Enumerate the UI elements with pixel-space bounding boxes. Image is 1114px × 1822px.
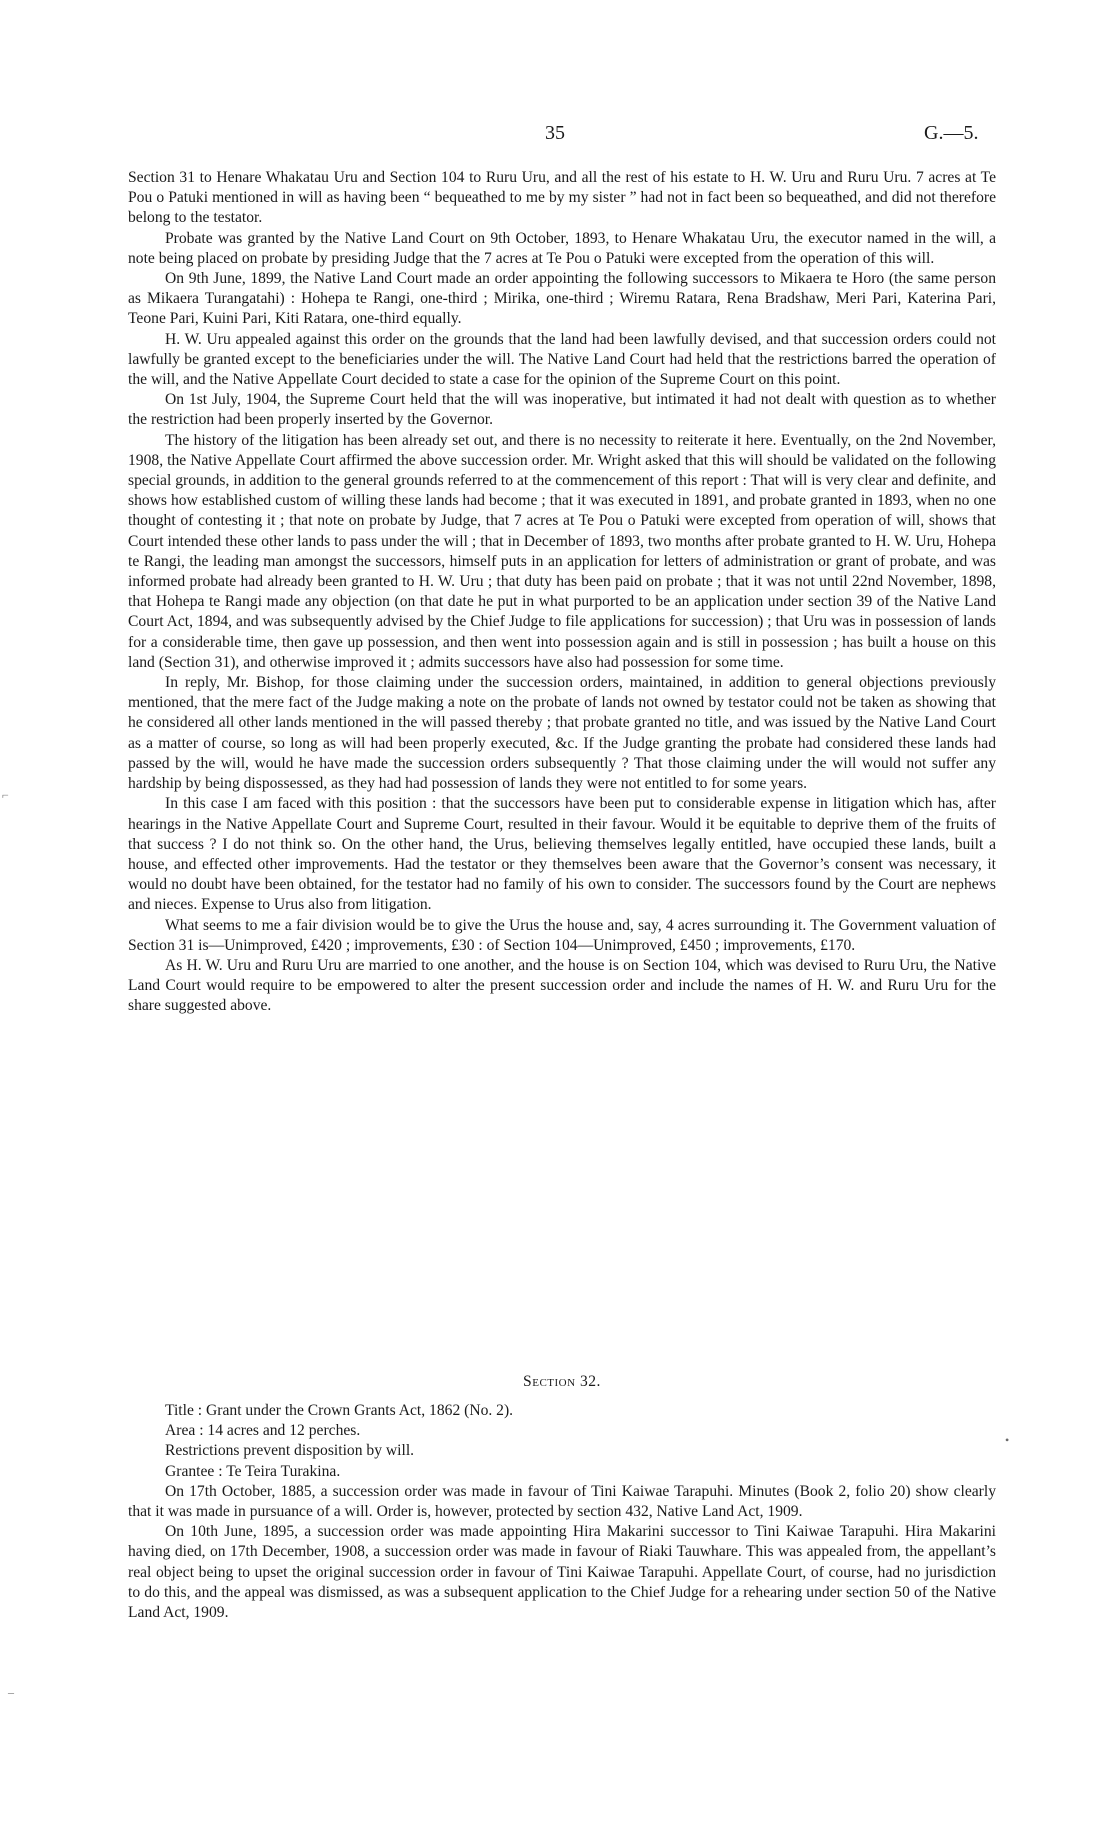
paragraph: H. W. Uru appealed against this order on the grounds that the land had been lawfully devised, and that succession orders could not lawfully be granted except to the beneficiaries under the will. The Native Land Court had held that the restrictions barred the operation of the will, and the Native Appellate Court decided to state a case for the opinion of the Supreme Court on this point.: [128, 330, 996, 389]
main-text: [128, 168, 996, 1017]
margin-dot: •: [1005, 1433, 1010, 1447]
paragraph: On 1st July, 1904, the Supreme Court held that the will was inoperative, but intimated it had not dealt with question as to whether the restriction had been properly inserted by the Governor.: [128, 391, 996, 429]
paragraph: On 17th October, 1885, a succession order was made in favour of Tini Kaiwae Tarapuhi. Minutes (Book 2, folio 20) show clearly that it was made in pursuance of a will. Order is, however, protected by section 432, Native Land Act, 1909.: [128, 1482, 996, 1521]
paragraph: On 9th June, 1899, the Native Land Court made an order appointing the following successors to Mikaera te Horo (the same person as Mikaera Turangatahi) : Hohepa te Rangi, one-third ; Mirika, one-third ; Wiremu Ratara, Rena Bradshaw, Meri Pari, Katerina Pari, Teone Pari, Kuini Pari, Kiti Ratara, one-third equally.: [128, 270, 996, 328]
restrictions-line: Restrictions prevent disposition by will.: [165, 1442, 415, 1460]
paragraph: The history of the litigation has been already set out, and there is no necessity to reiterate it here. Eventually, on the 2nd November, 1908, the Native Appellate Court affirmed the above succession order. Mr. Wright asked that this will should be validated on the following special grounds, in addition to the general grounds referred to at the commencement of this report : That will is very clear and definite, and shows how established custom of willing these lands had become ; that it was executed in 1891, and probate granted in 1893, when no one thought of contesting it ; that note on probate by Judge, that 7 acres at Te Pou o Patuki were excepted from operation of will, shows that Court intended these other lands to pass under the will ; that in December of 1893, two months after probate granted to H. W. Uru, Hohepa te Rangi, the leading man amongst the successors, himself puts in an application for letters of administration or grant of probate, and was informed probate had already been granted to H. W. Uru ; that duty has been paid on probate ; that it was not until 22nd November, 1898, that Hohepa te Rangi made any objection (on that date he put in what purported to be an application under section 39 of the Native Land Court Act, 1894, and was subsequently advised by the Chief Judge to file applications for succession) ; that Uru was in possession of lands for a considerable time, then gave up possession, and then went into possession again and is still in possession ; has built a house on this land (Section 31), and otherwise improved it ; admits successors have also had possession for some time.: [128, 431, 996, 671]
paragraph: On 10th June, 1895, a succession order was made appointing Hira Makarini successor to Tini Kaiwae Tarapuhi. Hira Makarini having died, on 17th December, 1908, a succession order was made in favour of Riaki Tauwhare. This was appealed from, the appellant’s real object being to upset the original succession order in favour of Tini Kaiwae Tarapuhi. Appellate Court, of course, had no jurisdiction to do this, and the appeal was dismissed, as was a subsequent application to the Chief Judge for a rehearing under section 50 of the Native Land Act, 1909.: [128, 1523, 996, 1622]
margin-mark: ⌐: [2, 788, 9, 802]
document-code: G.—5.: [924, 122, 979, 144]
paragraph: What seems to me a fair division would be to give the Urus the house and, say, 4 acres surrounding it. The Government valuation of Section 31 is—Unimproved, £420 ; improvements, £30 : of Section 104—Unimproved, £450 ; improvements, £170.: [128, 916, 996, 954]
paragraph: In reply, Mr. Bishop, for those claiming under the succession orders, maintained, in addition to general objections previously mentioned, that the mere fact of the Judge making a note on the probate of lands not owned by testator could not be taken as showing that he considered all other lands mentioned in the will passed thereby ; that probate granted no title, and was issued by the Native Land Court as a matter of course, so long as will had been properly executed, &c. If the Judge granting the probate had considered these lands had passed by the will, would he have made the succession orders subsequently ? That those claiming under the will would not suffer any hardship by being dispossessed, as they had had possession of lands they were not entitled to for some years.: [128, 674, 996, 793]
paragraph: In this case I am faced with this position : that the successors have been put to considerable expense in litigation which has, after hearings in the Native Appellate Court and Supreme Court, resulted in their favour. Would it be equitable to deprive them of the fruits of that success ? I do not think so. On the other hand, the Urus, believing themselves legally entitled, have occupied these lands, built a house, and effected other improvements. Had the testator or they themselves been aware that the Governor’s consent was necessary, it would no doubt have been obtained, for the testator had no family of his own to consider. The successors found by the Court are nephews and nieces. Expense to Urus also from litigation.: [128, 795, 996, 914]
area-line: Area : 14 acres and 12 perches.: [165, 1422, 361, 1440]
paragraph: Probate was granted by the Native Land Court on 9th October, 1893, to Henare Whakatau Uru, the executor named in the will, a note being placed on probate by presiding Judge that the 7 acres at Te Pou o Patuki were excepted from the operation of this will.: [128, 229, 996, 267]
margin-mark: –: [8, 1685, 14, 1699]
section-heading: Section 32.: [523, 1373, 601, 1390]
paragraph: Section 31 to Henare Whakatau Uru and Section 104 to Ruru Uru, and all the rest of his estate to H. W. Uru and Ruru Uru. 7 acres at Te Pou o Patuki mentioned in will as having been “ bequeathed to me by my sister ” had not in fact been so bequeathed, and did not therefore belong to the testator.: [128, 169, 996, 227]
paragraph: As H. W. Uru and Ruru Uru are married to one another, and the house is on Section 104, which was devised to Ruru Uru, the Native Land Court would require to be empowered to alter the present succession order and include the names of H. W. and Ruru Uru for the share suggested above.: [128, 956, 996, 1015]
title-line: Title : Grant under the Crown Grants Act, 1862 (No. 2).: [165, 1402, 514, 1419]
grantee-line: Grantee : Te Teira Turakina.: [165, 1462, 341, 1480]
page-number: 35: [545, 122, 565, 144]
section-32-text: [128, 1401, 996, 1623]
